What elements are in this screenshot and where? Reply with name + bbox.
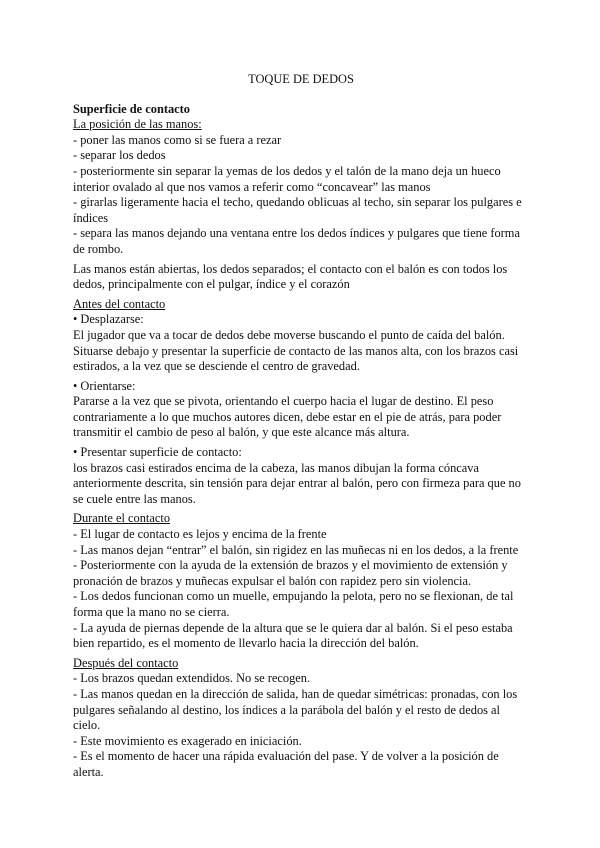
block-label: • Desplazarse: — [73, 312, 144, 327]
list-item: - Los brazos quedan extendidos. No se recogen. — [73, 671, 311, 686]
list-item: - Este movimiento es exagerado en iniciación. — [73, 733, 302, 748]
block-label: • Orientarse: — [73, 378, 136, 393]
paragraph: Las manos están abiertas, los dedos separados; el contacto con el balón es con todos los dedos, principalmente con el pulgar, índice y el corazón — [73, 261, 508, 292]
list-item: - posteriormente sin separar la yemas de los dedos y el talón de la mano deja un hueco interior ovalado al que nos vamos a referir como “concavear” las manos — [73, 163, 501, 194]
list-item: - Las manos dejan “entrar” el balón, sin rigidez en las muñecas ni en los dedos, a la frente — [73, 542, 519, 557]
list-item: - Los dedos funcionan como un muelle, empujando la pelota, pero no se flexionan, de tal forma que la mano no se cierra. — [73, 589, 514, 619]
list-item: - girarlas ligeramente hacia el techo, quedando oblicuas al techo, sin separar los pulgares e índices — [73, 195, 522, 225]
block-label: • Presentar superficie de contacto: — [73, 445, 242, 460]
list-item: - Las manos quedan en la dirección de salida, han de quedar simétricas: pronadas, con los pulgares señalando al destino, los índices a la parábola del balón y el resto de dedos al cielo. — [73, 686, 518, 733]
list-item: - separar los dedos — [73, 148, 166, 163]
subsection-title-after-contact: Después del contacto — [73, 655, 179, 670]
list-item: - separa las manos dejando una ventana entre los dedos índices y pulgares que tiene forma de rombo. — [73, 226, 520, 256]
list-item: - Es el momento de hacer una rápida evaluación del pase. Y de volver a la posición de alerta. — [73, 749, 499, 779]
list-item: - poner las manos como si se fuera a rezar — [73, 132, 282, 147]
document-title: TOQUE DE DEDOS — [248, 72, 354, 86]
section-heading: Superficie de contacto — [73, 101, 190, 116]
document-page — [73, 72, 529, 781]
list-item: - Posteriormente con la ayuda de la extensión de brazos y el movimiento de extensión y pronación de brazos y muñecas expulsar el balón con rapidez pero sin violencia. — [73, 558, 508, 588]
list-item: - El lugar de contacto es lejos y encima de la frente — [73, 527, 327, 542]
block-text: Pararse a la vez que se pivota, orientando el cuerpo hacia el lugar de destino. El peso contrariamente a lo que muchos autores dicen, debe estar en el pie de atrás, para poder transmitir el cambio de peso al balón, y que este alcance más altura. — [73, 394, 502, 440]
block-text: los brazos casi estirados encima de la cabeza, las manos dibujan la forma cóncava anteriormente descrita, sin tensión para dejar entrar al balón, pero con firmeza para que no se cuele entre las manos. — [73, 460, 521, 506]
block-text: El jugador que va a tocar de dedos debe moverse buscando el punto de caída del balón. Situarse debajo y presentar la superficie de contacto de las manos alta, con los brazos casi estirados, a la vez que se desciende el centro de gravedad. — [73, 327, 519, 374]
subsection-title-before-contact: Antes del contacto — [73, 296, 166, 311]
subsection-title-hand-position: La posición de las manos: — [73, 117, 202, 132]
list-item: - La ayuda de piernas depende de la altura que se le quiera dar al balón. Si el peso estaba bien repartido, es el momento de llevarlo hacia la dirección del balón. — [73, 620, 513, 651]
subsection-title-during-contact: Durante el contacto — [73, 511, 171, 526]
